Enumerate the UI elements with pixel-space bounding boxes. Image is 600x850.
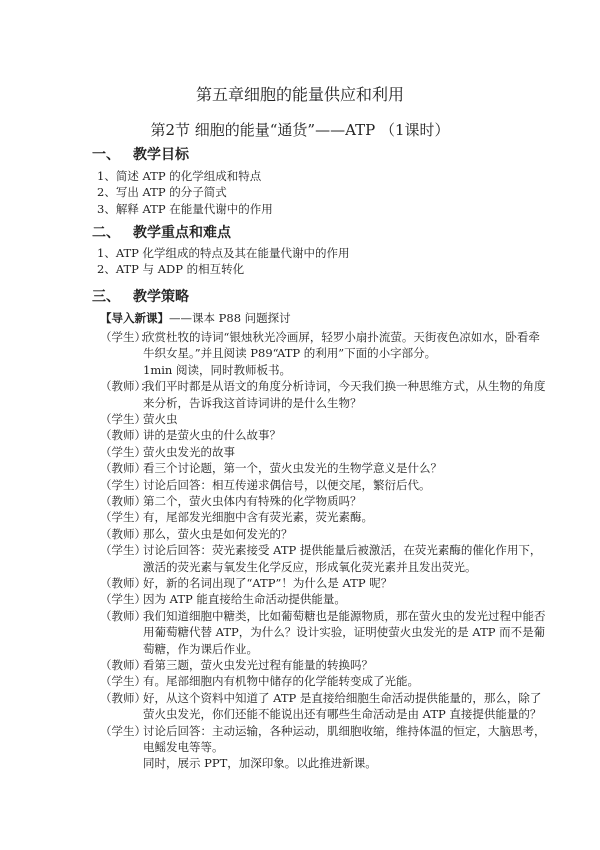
- speaker-label: （学生）: [100, 674, 146, 689]
- section-heading-keypoints: [92, 222, 231, 242]
- text-line: 来分析，告诉我这首诗词讲的是什么生物？: [143, 395, 362, 410]
- text-line: 电鳐发电等等。: [143, 740, 224, 755]
- speaker-label: （学生）: [100, 592, 146, 607]
- text-line: 有。尾部细胞内有机物中储存的化学能转变成了光能。: [143, 674, 419, 689]
- dialogue-entry: [100, 723, 546, 772]
- text-line: 看三个讨论题，第一个，萤火虫发光的生物学意义是什么？: [143, 461, 442, 476]
- dialogue-text: [143, 690, 541, 723]
- text-line: 讨论后回答：主动运输，各种运动，肌细胞收缩，维持体温的恒定，大脑思考，: [143, 723, 546, 738]
- speaker-label: （教师）: [100, 461, 146, 476]
- dialogue-text: [143, 329, 540, 378]
- dialogue-list: [100, 329, 546, 772]
- dialogue-text: [143, 509, 373, 525]
- speaker-label: （教师）: [100, 576, 146, 590]
- text-line: 牛织女星。”并且阅读 P89“ATP 的利用”下面的小字部分。: [143, 346, 437, 361]
- speaker-label: （教师）：: [100, 379, 152, 394]
- dialogue-text: [143, 657, 373, 673]
- dialogue-text: [143, 460, 442, 476]
- speaker-label: （教师）: [100, 608, 146, 623]
- speaker-label: （学生）: [100, 477, 146, 492]
- speaker-label: （学生）: [100, 543, 146, 558]
- goals-list: [97, 168, 273, 217]
- chapter-title: 第五章细胞的能量供应和利用: [195, 85, 404, 104]
- dialogue-entry: [100, 378, 546, 411]
- text-line: 欣赏杜牧的诗词“银烛秋光冷画屏，轻罗小扇扑流萤。天街夜色凉如水，卧看牵: [143, 329, 540, 344]
- dialogue-text: [143, 723, 546, 772]
- text-line: 萤火虫发光的故事: [143, 444, 235, 459]
- dialogue-entry: [100, 673, 546, 689]
- section-number: 一、: [92, 147, 120, 163]
- dialogue-text: [143, 427, 281, 443]
- list-item: 2、ATP 与 ADP 的相互转化: [97, 262, 245, 277]
- dialogue-entry: [100, 542, 546, 575]
- section-number: 三、: [92, 289, 120, 305]
- dialogue-entry: [100, 460, 546, 476]
- text-line: 我们知道细胞中糖类，比如葡萄糖也是能源物质，那在萤火虫的发光过程中能否: [143, 608, 546, 623]
- intro-line: [100, 310, 546, 326]
- dialogue-text: [143, 444, 235, 460]
- section-heading-text: 教学策略: [133, 289, 189, 305]
- dialogue-entry: [100, 444, 546, 460]
- dialogue-entry: [100, 690, 546, 723]
- text-line: 讲的是萤火虫的什么故事？: [143, 428, 281, 443]
- text-line: 好，新的名词出现了“ATP”！为什么是 ATP 呢？: [143, 576, 393, 590]
- list-item: 1、ATP 化学组成的特点及其在能量代谢中的作用: [97, 246, 350, 260]
- lesson-dialogue: [100, 310, 546, 772]
- speaker-label: （教师）: [100, 658, 146, 673]
- speaker-label: （学生）: [100, 723, 146, 738]
- dialogue-entry: [100, 657, 546, 673]
- dialogue-entry: [100, 509, 546, 525]
- dialogue-text: [143, 411, 178, 427]
- dialogue-entry: [100, 411, 546, 427]
- dialogue-entry: [100, 608, 546, 657]
- dialogue-entry: [100, 329, 546, 378]
- dialogue-entry: [100, 575, 546, 591]
- text-line: 萤火虫发光，你们还能不能说出还有哪些生命活动是由 ATP 直接提供能量的？: [143, 707, 542, 722]
- dialogue-text: [143, 477, 431, 493]
- text-line: 那么，萤火虫是如何发光的？: [143, 526, 293, 541]
- speaker-label: （学生）：: [100, 329, 152, 344]
- text-line: 第二个，萤火虫体内有特殊的化学物质吗？: [143, 493, 362, 508]
- section-title: 第2节 细胞的能量“通货”——ATP （1课时）: [150, 121, 450, 139]
- text-line: 讨论后回答：相互传递求偶信号，以便交尾，繁衍后代。: [143, 477, 431, 492]
- speaker-label: （教师）: [100, 493, 146, 508]
- section-heading-strategy: [92, 286, 189, 306]
- dialogue-entry: [100, 526, 546, 542]
- text-line: 萤火虫: [143, 411, 178, 426]
- section-heading-goals: [92, 144, 189, 164]
- dialogue-entry: [100, 477, 546, 493]
- dialogue-entry: [100, 427, 546, 443]
- speaker-label: （教师）: [100, 690, 146, 705]
- list-item: 1、简述 ATP 的化学组成和特点: [97, 169, 262, 183]
- speaker-label: （教师）: [100, 526, 146, 541]
- text-line: 同时，展示 PPT，加深印象。以此推进新课。: [143, 756, 377, 771]
- text-line: 因为 ATP 能直接给生命活动提供能量。: [143, 592, 346, 607]
- list-item: 2、写出 ATP 的分子简式: [97, 185, 227, 200]
- section-number: 二、: [92, 225, 120, 241]
- dialogue-entry: [100, 591, 546, 607]
- dialogue-text: [143, 591, 346, 607]
- speaker-label: （学生）: [100, 411, 146, 426]
- dialogue-text: [143, 526, 293, 542]
- dialogue-text: [143, 493, 362, 509]
- text-line: 萄糖，作为课后作业。: [143, 641, 258, 656]
- text-line: 好，从这个资料中知道了 ATP 是直接给细胞生命活动提供能量的，那么，除了: [143, 690, 542, 705]
- intro-label: 【导入新课】: [100, 311, 169, 325]
- text-line: 用葡萄糖代替 ATP，为什么？设计实验，证明使萤火虫发光的是 ATP 而不是葡: [143, 625, 546, 640]
- list-item: 3、解释 ATP 在能量代谢中的作用: [97, 201, 273, 216]
- section-heading-text: 教学目标: [133, 147, 189, 163]
- dialogue-text: [143, 542, 541, 575]
- text-line: 1min 阅读，同时教师板书。: [143, 362, 291, 377]
- intro-text: ——课本 P88 问题探讨: [169, 311, 291, 325]
- section-heading-text: 教学重点和难点: [133, 225, 231, 241]
- text-line: 看第三题，萤火虫发光过程有能量的转换吗？: [143, 658, 373, 673]
- dialogue-entry: [100, 493, 546, 509]
- speaker-label: （教师）: [100, 428, 146, 443]
- speaker-label: （学生）: [100, 444, 146, 459]
- dialogue-text: [143, 575, 392, 591]
- speaker-label: （学生）: [100, 510, 146, 525]
- dialogue-text: [143, 378, 546, 411]
- text-line: 讨论后回答：荧光素接受 ATP 提供能量后被激活，在荧光素酶的催化作用下，: [143, 543, 542, 558]
- text-line: 我们平时都是从语文的角度分析诗词，今天我们换一种思维方式，从生物的角度: [143, 379, 546, 394]
- dialogue-text: [143, 608, 546, 657]
- dialogue-text: [143, 673, 419, 689]
- text-line: 有，尾部发光细胞中含有荧光素，荧光素酶。: [143, 510, 373, 525]
- keypoints-list: [97, 245, 350, 278]
- text-line: 激活的荧光素与氧发生化学反应，形成氧化荧光素并且发出荧光。: [143, 559, 477, 574]
